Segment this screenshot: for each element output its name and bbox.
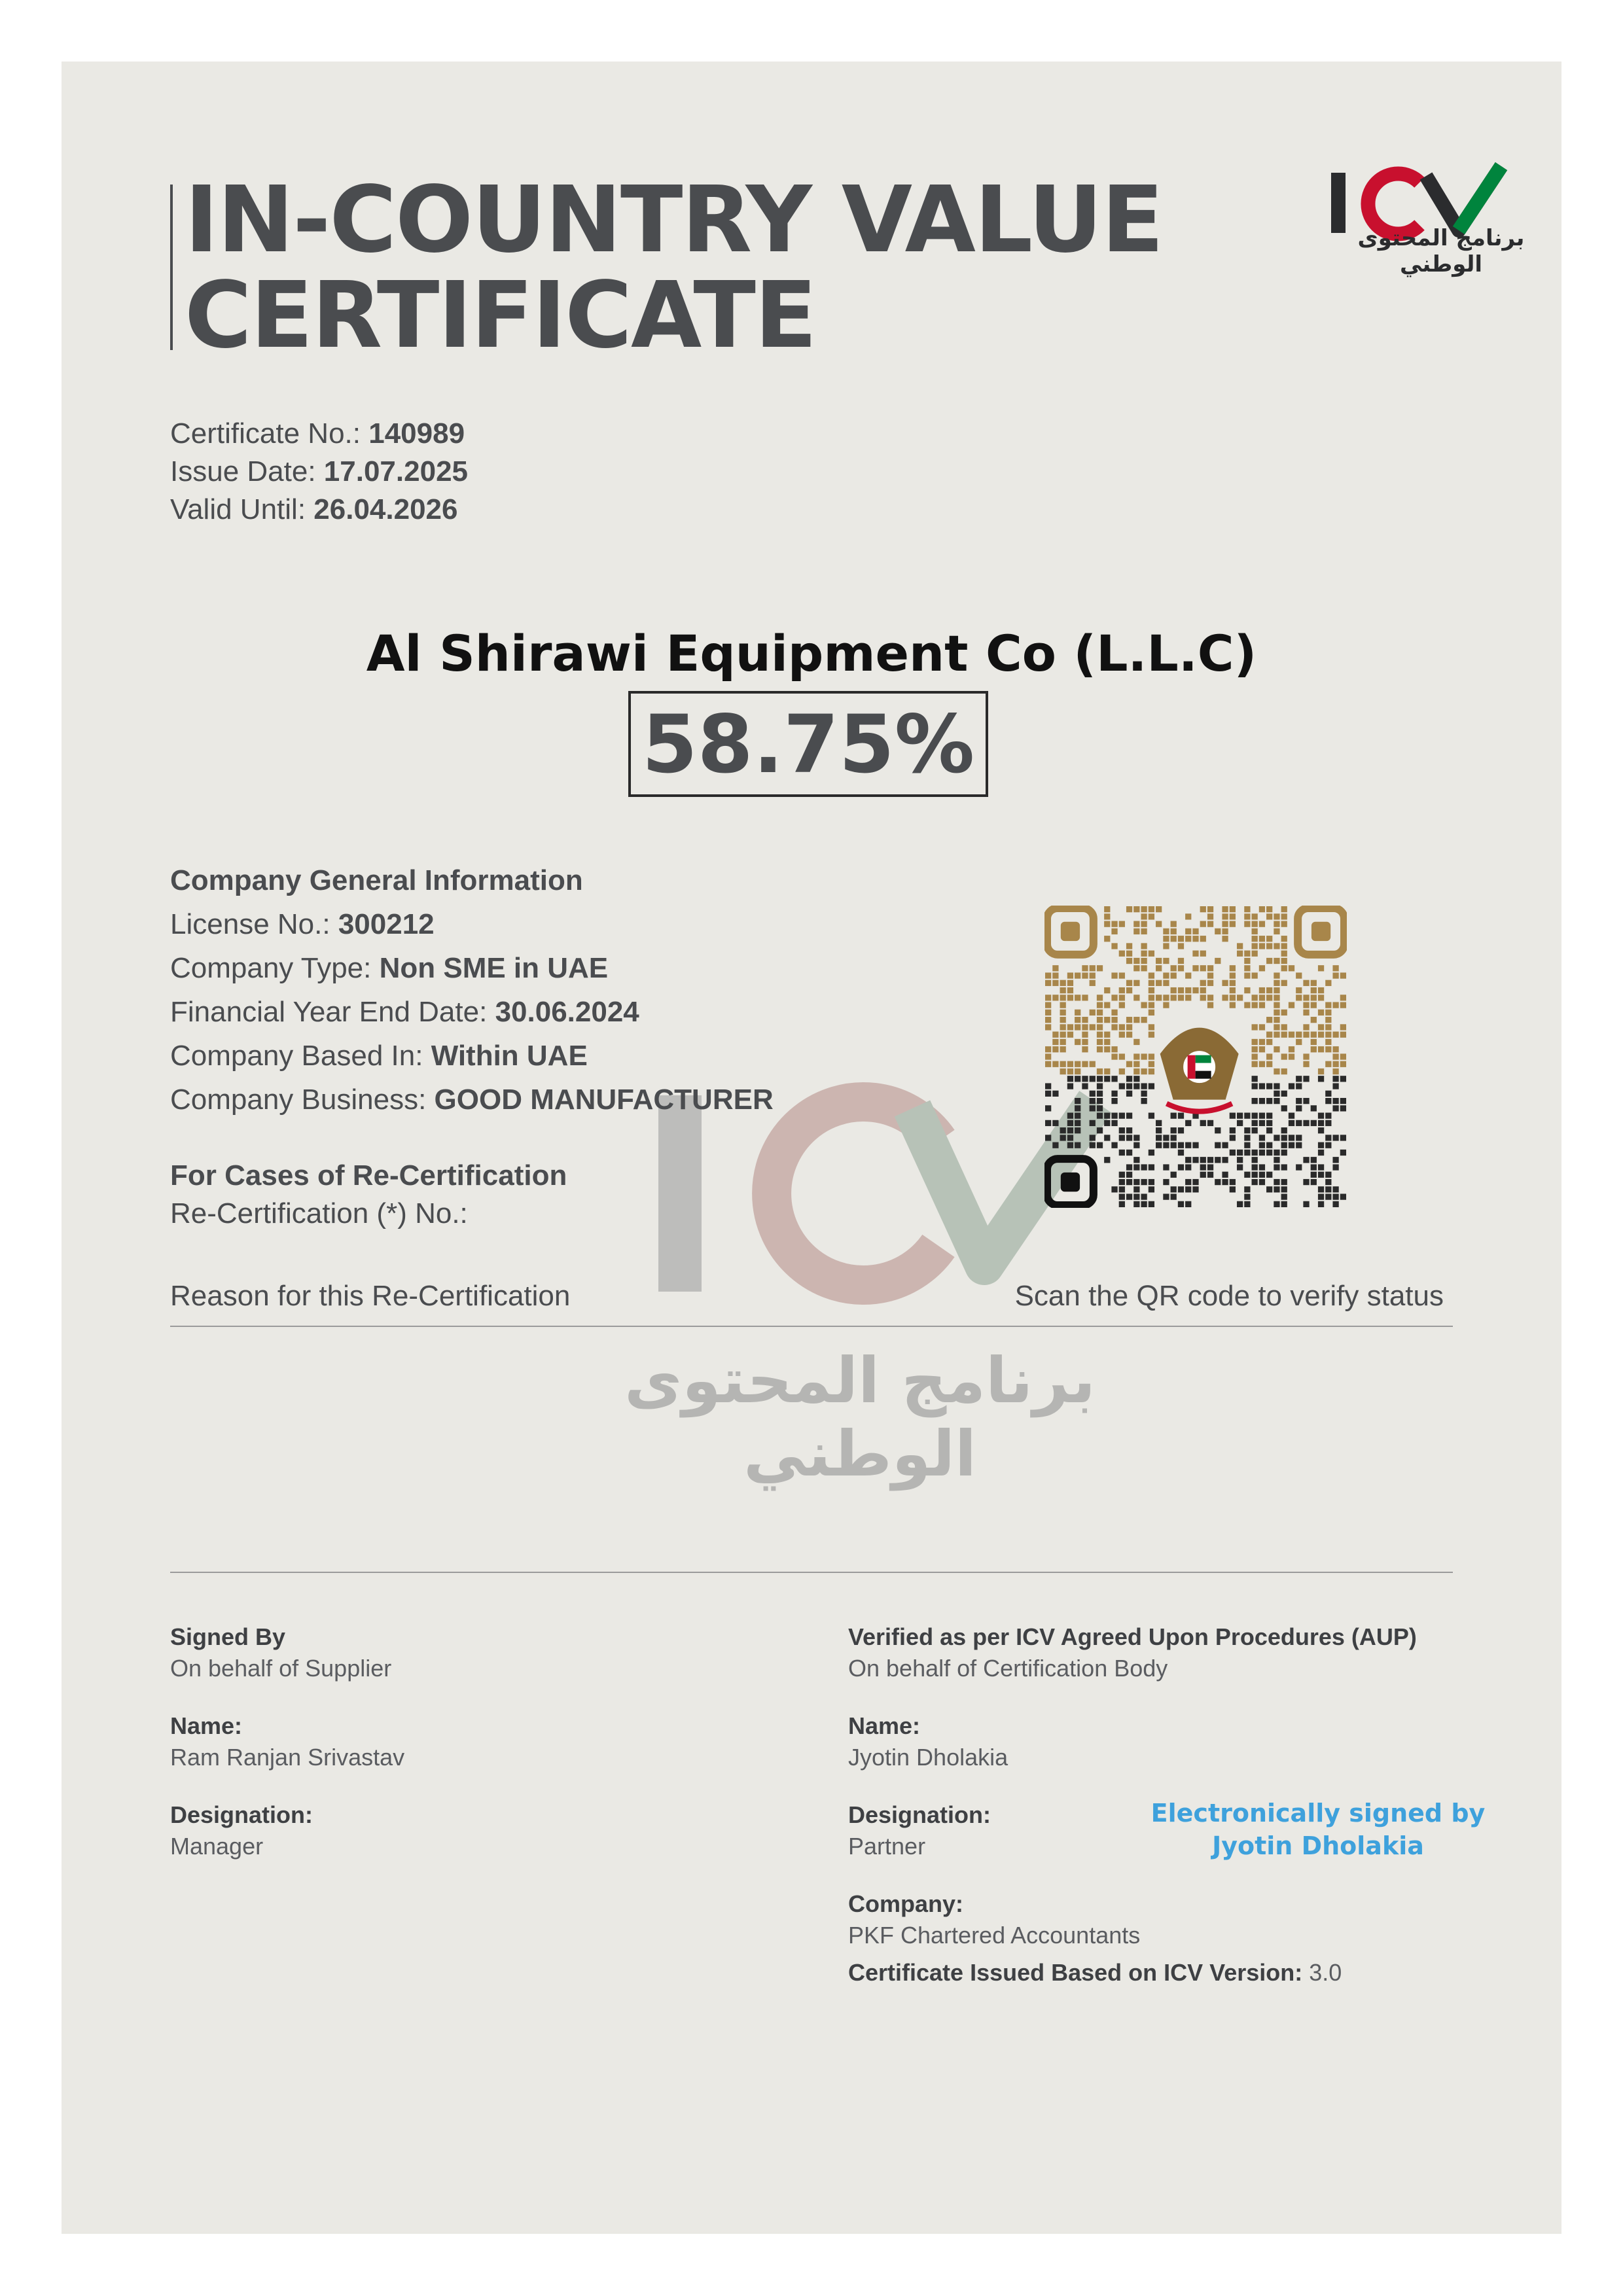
- certificate-number: 140989: [368, 417, 465, 450]
- signer-designation-label: Designation:: [170, 1801, 313, 1828]
- signer-designation: Manager: [170, 1833, 264, 1860]
- general-info-heading: Company General Information: [170, 864, 583, 896]
- icv-logo-arabic: برنامج المحتوى الوطني: [1357, 225, 1525, 277]
- signed-by-sub: On behalf of Supplier: [170, 1655, 392, 1682]
- financial-year-end: 30.06.2024: [495, 996, 639, 1028]
- certificate-sheet: [62, 62, 1561, 2234]
- financial-year-row: [170, 990, 774, 1034]
- certificate-title: [185, 167, 1163, 369]
- issue-date: 17.07.2025: [323, 455, 469, 487]
- electronic-signature-stamp: [1148, 1797, 1488, 1862]
- certificate-number-label: Certificate No.:: [170, 417, 361, 450]
- title-line-1: IN-COUNTRY VALUE: [185, 167, 1163, 274]
- company-based-in: Within UAE: [431, 1040, 588, 1072]
- icv-score: 58.75%: [628, 691, 988, 797]
- signer-name: Ram Ranjan Srivastav: [170, 1744, 405, 1771]
- valid-until: 26.04.2026: [313, 493, 458, 525]
- certificate-meta: [170, 415, 468, 529]
- company-name: Al Shirawi Equipment Co (L.L.C): [366, 624, 1257, 682]
- issue-date-label: Issue Date:: [170, 455, 316, 487]
- license-number: 300212: [338, 908, 435, 940]
- verifier-designation: Partner: [848, 1833, 926, 1860]
- divider: [170, 1326, 1453, 1327]
- esign-line-2: Jyotin Dholakia: [1212, 1831, 1424, 1860]
- company-business: GOOD MANUFACTURER: [434, 1084, 774, 1116]
- watermark-arabic: برنامج المحتوى الوطني: [624, 1344, 1096, 1491]
- verifier-name-label: Name:: [848, 1712, 921, 1739]
- signed-by-heading: Signed By: [170, 1623, 286, 1650]
- recertification-heading: For Cases of Re-Certification: [170, 1159, 567, 1192]
- signed-by-section: [170, 1621, 404, 1888]
- verifier-company-label: Company:: [848, 1890, 964, 1917]
- certificate-number-row: [170, 415, 468, 453]
- valid-until-label: Valid Until:: [170, 493, 306, 525]
- verifier-name: Jyotin Dholakia: [848, 1744, 1008, 1771]
- company-business-row: [170, 1078, 774, 1122]
- verifier-company: PKF Chartered Accountants: [848, 1922, 1141, 1949]
- signer-name-label: Name:: [170, 1712, 243, 1739]
- company-type-label: Company Type:: [170, 952, 372, 984]
- license-row: [170, 902, 774, 946]
- qr-caption: Scan the QR code to verify status: [1014, 1280, 1444, 1312]
- company-based-label: Company Based In:: [170, 1040, 423, 1072]
- recertification-section: [170, 1157, 567, 1233]
- verified-heading: Verified as per ICV Agreed Upon Procedures (AUP): [848, 1623, 1417, 1650]
- verification-qr-code[interactable]: [1044, 906, 1347, 1208]
- icv-version-row: [848, 1959, 1342, 1987]
- company-general-information: [170, 858, 774, 1122]
- verifier-designation-label: Designation:: [848, 1801, 991, 1828]
- company-type: Non SME in UAE: [379, 952, 609, 984]
- esign-line-1: Electronically signed by: [1150, 1799, 1486, 1828]
- recertification-number-label: Re-Certification (*) No.:: [170, 1197, 468, 1229]
- valid-until-row: [170, 491, 468, 529]
- company-based-row: [170, 1034, 774, 1078]
- recertification-reason-label: Reason for this Re-Certification: [170, 1280, 571, 1312]
- company-business-label: Company Business:: [170, 1084, 427, 1116]
- license-label: License No.:: [170, 908, 330, 940]
- title-line-2: CERTIFICATE: [185, 262, 816, 369]
- issue-date-row: [170, 453, 468, 491]
- title-accent-bar: [170, 185, 173, 350]
- financial-year-label: Financial Year End Date:: [170, 996, 488, 1028]
- uae-emblem-icon: [1160, 1028, 1239, 1112]
- icv-version: 3.0: [1309, 1959, 1342, 1986]
- verified-sub: On behalf of Certification Body: [848, 1655, 1168, 1682]
- divider: [170, 1572, 1453, 1573]
- icv-version-label: Certificate Issued Based on ICV Version:: [848, 1959, 1303, 1986]
- company-type-row: [170, 946, 774, 990]
